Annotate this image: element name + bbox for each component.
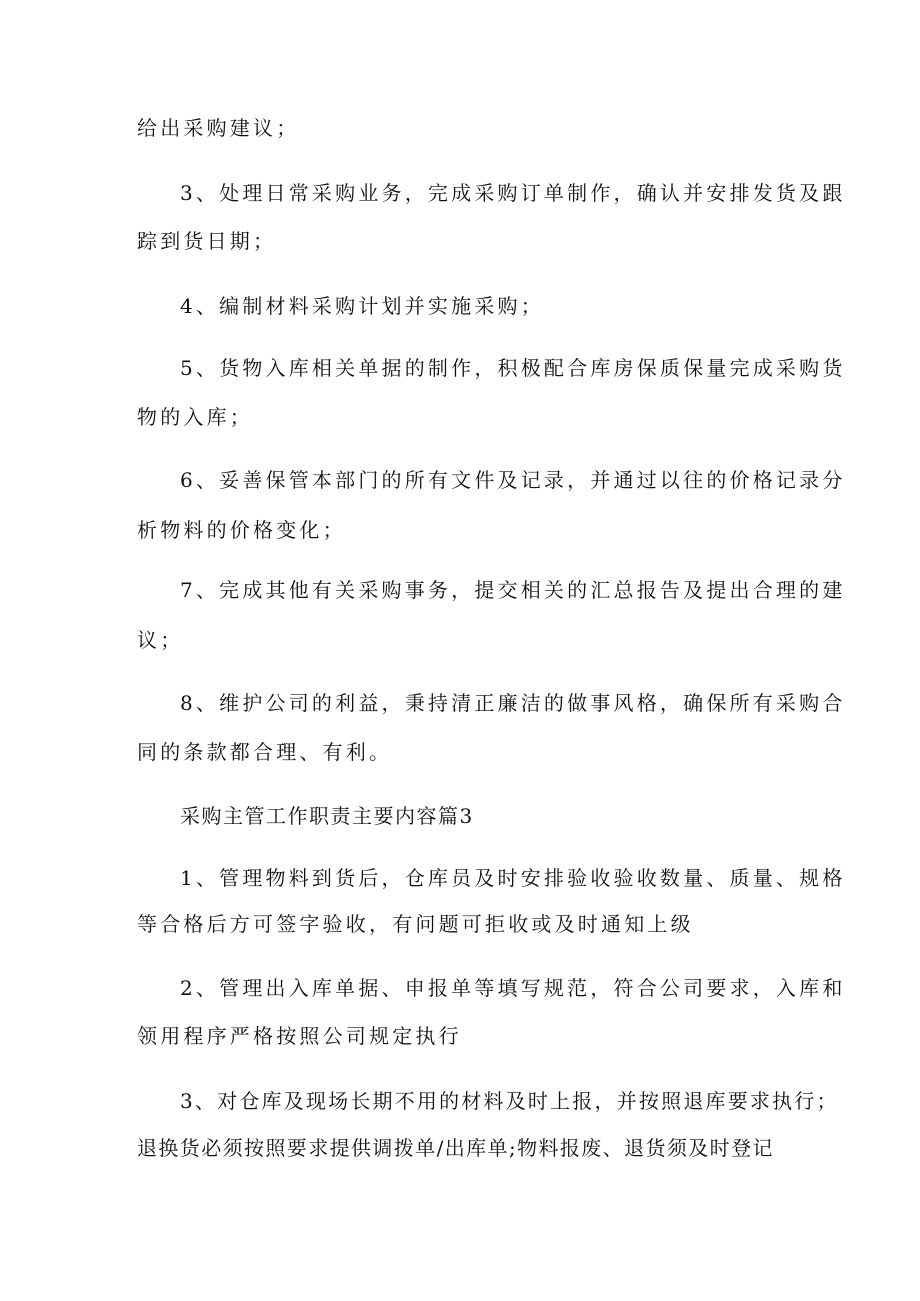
text-line: 2、管理出入库单据、申报单等填写规范，符合公司要求，入库和 (180, 976, 846, 1000)
text-line: 踪到货日期； (137, 229, 277, 253)
text-line: 退换货必须按照要求提供调拨单/出库单;物料报废、退货须及时登记 (137, 1136, 774, 1160)
text-line: 4、编制材料采购计划并实施采购； (180, 294, 544, 318)
text-line: 8、维护公司的利益，秉持清正廉洁的做事风格，确保所有采购合 (180, 691, 846, 715)
text-line: 析物料的价格变化； (137, 518, 346, 542)
text-line: 领用程序严格按照公司规定执行 (137, 1024, 462, 1048)
text-line: 3、处理日常采购业务，完成采购订单制作，确认并安排发货及跟 (180, 181, 846, 205)
text-line: 同的条款都合理、有利。 (137, 740, 393, 764)
text-line: 6、妥善保管本部门的所有文件及记录，并通过以往的价格记录分 (180, 468, 846, 492)
text-line: 给出采购建议； (137, 116, 300, 140)
text-line: 3、对仓库及现场长期不用的材料及时上报，并按照退库要求执行； (180, 1089, 839, 1113)
text-line: 物的入库； (137, 405, 253, 429)
text-line: 等合格后方可签字验收，有问题可拒收或及时通知上级 (137, 912, 694, 936)
text-line: 1、管理物料到货后，仓库员及时安排验收验收数量、质量、规格 (180, 866, 846, 890)
text-line: 5、货物入库相关单据的制作，积极配合库房保质保量完成采购货 (180, 356, 846, 380)
text-line: 7、完成其他有关采购事务，提交相关的汇总报告及提出合理的建 (180, 578, 846, 602)
text-line: 议； (137, 628, 184, 652)
section-heading: 采购主管工作职责主要内容篇3 (180, 804, 474, 828)
